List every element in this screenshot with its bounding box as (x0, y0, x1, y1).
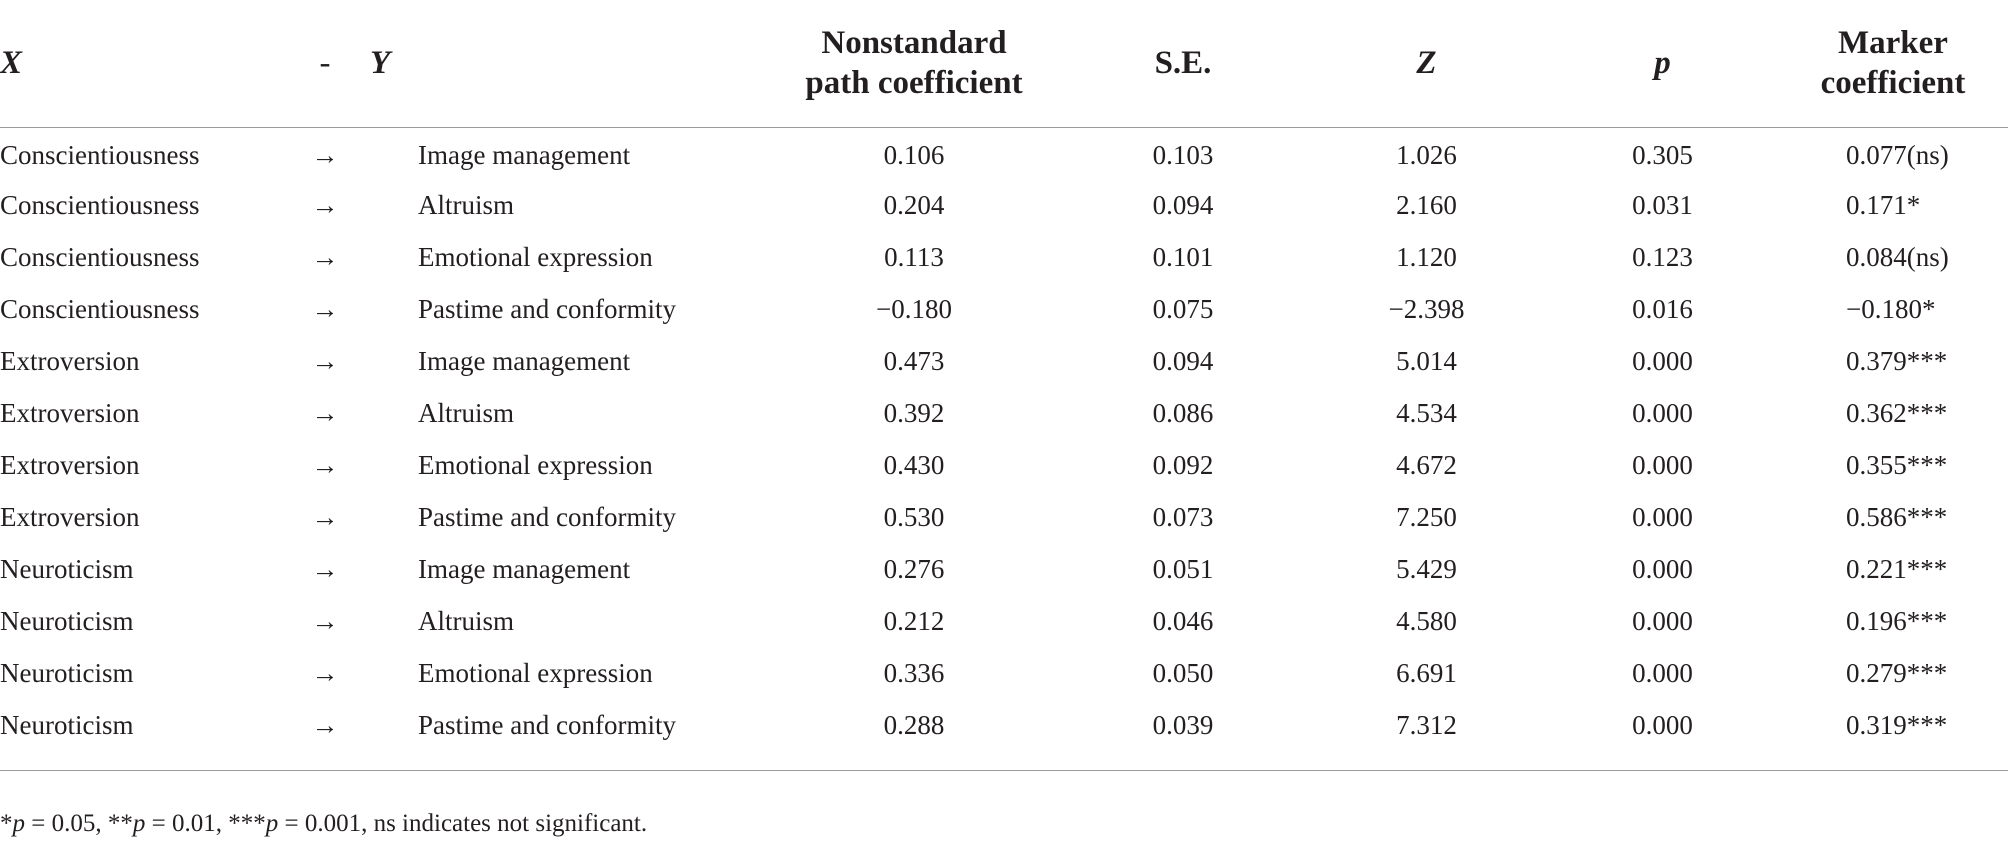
cell-p: 0.000 (1632, 346, 1693, 376)
cell-p: 0.000 (1632, 502, 1693, 532)
footnote-value-3: = 0.001, ns indicates not significant. (278, 810, 648, 837)
cell-x: Neuroticism (0, 658, 134, 688)
cell-arrow: → (311, 554, 339, 584)
cell-x: Neuroticism (0, 606, 134, 636)
cell-y: Image management (418, 346, 631, 376)
cell-coef: 0.336 (883, 658, 945, 688)
table-footnote (0, 808, 647, 840)
cell-z: 5.014 (1396, 346, 1457, 376)
cell-z: 4.580 (1396, 606, 1457, 636)
cell-y: Image management (418, 554, 631, 584)
cell-arrow: → (311, 398, 339, 428)
cell-coef: 0.473 (883, 346, 945, 376)
cell-p: 0.000 (1632, 450, 1693, 480)
table-row (0, 595, 2008, 647)
cell-se: 0.051 (1152, 554, 1214, 584)
table-body (0, 127, 2008, 751)
cell-arrow: → (311, 710, 339, 740)
cell-x: Conscientiousness (0, 242, 200, 272)
cell-marker: 0.586*** (1846, 502, 1948, 532)
footnote-p-1: p (12, 810, 25, 837)
cell-marker: 0.077(ns) (1846, 140, 1949, 171)
footnote-p-3: p (265, 810, 279, 837)
table-bottom-rule (0, 770, 2008, 771)
header-y: Y (370, 45, 391, 82)
cell-y: Image management (418, 140, 631, 171)
cell-se: 0.073 (1152, 502, 1214, 532)
cell-arrow: → (311, 502, 339, 532)
cell-arrow: → (311, 140, 339, 171)
cell-y: Emotional expression (418, 658, 653, 688)
footnote-value-1: = 0.05, ** (25, 810, 133, 837)
cell-marker: 0.362*** (1846, 398, 1948, 428)
cell-coef: 0.430 (883, 450, 945, 480)
cell-coef: 0.392 (883, 398, 945, 428)
cell-x: Conscientiousness (0, 140, 200, 171)
cell-marker: 0.279*** (1846, 658, 1948, 688)
cell-se: 0.103 (1152, 140, 1214, 171)
cell-marker: 0.084(ns) (1846, 242, 1949, 272)
header-coef-line2: path coefficient (805, 65, 1023, 102)
cell-z: 7.250 (1396, 502, 1457, 532)
cell-se: 0.050 (1152, 658, 1214, 688)
cell-z: 5.429 (1396, 554, 1457, 584)
cell-x: Neuroticism (0, 554, 134, 584)
cell-coef: 0.288 (883, 710, 945, 740)
cell-z: 4.534 (1396, 398, 1457, 428)
cell-coef: 0.276 (883, 554, 945, 584)
table-row (0, 647, 2008, 699)
cell-arrow: → (311, 242, 339, 272)
header-p: p (1654, 45, 1671, 82)
cell-p: 0.000 (1632, 554, 1693, 584)
cell-coef: 0.106 (883, 140, 945, 171)
cell-x: Conscientiousness (0, 294, 200, 324)
cell-p: 0.000 (1632, 398, 1693, 428)
cell-p: 0.031 (1632, 190, 1693, 220)
cell-se: 0.092 (1152, 450, 1214, 480)
header-marker-coefficient (1778, 0, 2008, 127)
cell-coef: 0.204 (883, 190, 945, 220)
cell-z: 6.691 (1396, 658, 1457, 688)
cell-arrow: → (311, 606, 339, 636)
cell-se: 0.094 (1152, 346, 1214, 376)
cell-p: 0.000 (1632, 710, 1693, 740)
cell-marker: 0.171* (1846, 190, 1921, 220)
cell-coef: 0.530 (883, 502, 945, 532)
cell-z: 1.120 (1396, 242, 1457, 272)
cell-arrow: → (311, 450, 339, 480)
header-z: Z (1416, 45, 1437, 82)
table-row (0, 179, 2008, 231)
cell-se: 0.046 (1152, 606, 1214, 636)
cell-p: 0.016 (1632, 294, 1693, 324)
table-row (0, 127, 2008, 179)
header-row (0, 0, 2008, 127)
cell-x: Extroversion (0, 398, 140, 428)
cell-x: Extroversion (0, 450, 140, 480)
table-row (0, 283, 2008, 335)
header-dash: - (319, 45, 331, 82)
cell-se: 0.094 (1152, 190, 1214, 220)
cell-arrow: → (311, 190, 339, 220)
cell-marker: 0.355*** (1846, 450, 1948, 480)
cell-marker: 0.319*** (1846, 710, 1948, 740)
table-row (0, 439, 2008, 491)
header-x: X (0, 45, 23, 82)
cell-se: 0.086 (1152, 398, 1214, 428)
cell-se: 0.039 (1152, 710, 1214, 740)
table-row (0, 335, 2008, 387)
cell-marker: 0.196*** (1846, 606, 1948, 636)
cell-y: Altruism (418, 190, 515, 220)
cell-marker: 0.379*** (1846, 346, 1948, 376)
header-coef-line1: Nonstandard (821, 25, 1007, 62)
footnote-value-2: = 0.01, *** (145, 810, 266, 837)
cell-se: 0.075 (1152, 294, 1214, 324)
cell-y: Pastime and conformity (418, 502, 676, 532)
cell-arrow: → (311, 346, 339, 376)
cell-x: Extroversion (0, 346, 140, 376)
cell-z: 1.026 (1396, 140, 1457, 171)
cell-y: Emotional expression (418, 450, 653, 480)
table-row (0, 491, 2008, 543)
cell-x: Conscientiousness (0, 190, 200, 220)
cell-marker: −0.180* (1846, 294, 1936, 324)
cell-coef: 0.212 (883, 606, 945, 636)
cell-marker: 0.221*** (1846, 554, 1948, 584)
footnote-p-2: p (132, 810, 146, 837)
cell-p: 0.123 (1632, 242, 1693, 272)
footnote-star-1: * (0, 810, 13, 837)
cell-x: Neuroticism (0, 710, 134, 740)
cell-y: Pastime and conformity (418, 710, 676, 740)
cell-arrow: → (311, 294, 339, 324)
table-row (0, 543, 2008, 595)
table-header (0, 0, 2008, 127)
cell-y: Emotional expression (418, 242, 653, 272)
cell-p: 0.000 (1632, 658, 1693, 688)
cell-z: 2.160 (1396, 190, 1457, 220)
cell-y: Altruism (418, 606, 515, 636)
cell-z: 7.312 (1396, 710, 1457, 740)
cell-z: −2.398 (1388, 294, 1465, 324)
table-row (0, 231, 2008, 283)
header-se: S.E. (1154, 45, 1212, 82)
cell-z: 4.672 (1396, 450, 1457, 480)
cell-arrow: → (311, 658, 339, 688)
header-marker-line1: Marker (1838, 25, 1948, 62)
table-row (0, 699, 2008, 751)
cell-x: Extroversion (0, 502, 140, 532)
header-nonstandard-path-coefficient (768, 0, 1060, 127)
cell-y: Pastime and conformity (418, 294, 676, 324)
cell-p: 0.305 (1632, 140, 1693, 171)
cell-coef: 0.113 (884, 242, 944, 272)
cell-coef: −0.180 (876, 294, 952, 324)
cell-p: 0.000 (1632, 606, 1693, 636)
header-marker-line2: coefficient (1820, 65, 1966, 102)
cell-y: Altruism (418, 398, 515, 428)
cell-se: 0.101 (1152, 242, 1214, 272)
table-row (0, 387, 2008, 439)
